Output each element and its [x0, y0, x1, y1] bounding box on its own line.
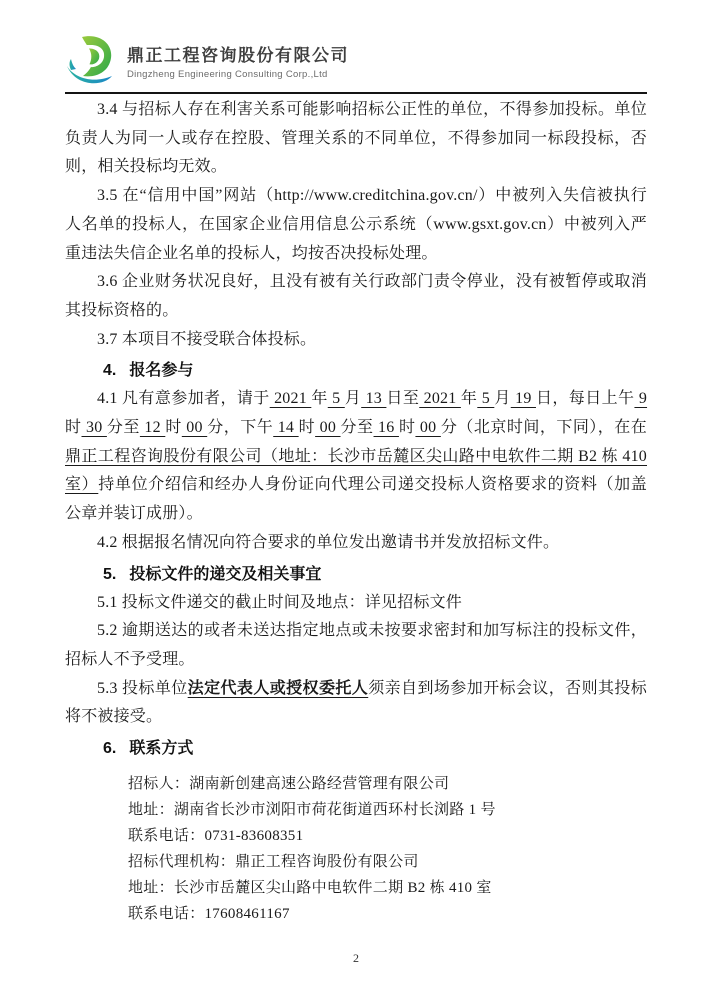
- contact-line-agency-address: 地址：长沙市岳麓区尖山路中电软件二期 B2 栋 410 室: [128, 880, 492, 897]
- contact-info: [65, 771, 647, 927]
- company-logo-icon: [65, 35, 117, 85]
- contact-line-tenderer-phone: 联系电话：0731-83608351: [128, 828, 304, 845]
- letterhead-titles: [127, 41, 349, 80]
- page-number: 2: [353, 951, 359, 965]
- section-4-number: 4.: [103, 362, 117, 380]
- clause-3-6: 3.6 企业财务状况良好，且没有被有关行政部门责令停业，没有被暂停或取消其投标资格的。: [65, 273, 647, 319]
- clause-3-7: 3.7 本项目不接受联合体投标。: [97, 330, 317, 348]
- section-6-number: 6.: [103, 740, 117, 758]
- contact-line-agency-phone: 联系电话：17608461167: [128, 906, 290, 923]
- section-5-heading: [65, 561, 647, 589]
- section-6-heading: [65, 735, 647, 763]
- clause-5-1: 5.1 投标文件递交的截止时间及地点：详见招标文件: [97, 593, 463, 611]
- section-4-heading: [65, 357, 647, 385]
- section-4-title: 报名参与: [129, 362, 194, 380]
- document-body: [65, 96, 647, 927]
- section-5-number: 5.: [103, 565, 117, 583]
- contact-line-tenderer-address: 地址：湖南省长沙市浏阳市荷花街道西环村长浏路 1 号: [128, 802, 496, 819]
- clause-3-4: 3.4 与招标人存在利害关系可能影响招标公正性的单位，不得参加投标。单位负责人为同一人或存在控股、管理关系的不同单位，不得参加同一标段投标，否则，相关投标均无效。: [65, 101, 647, 176]
- contact-line-agency: 招标代理机构：鼎正工程咨询股份有限公司: [128, 854, 419, 871]
- contact-line-tenderer: 招标人：湖南新创建高速公路经营管理有限公司: [128, 776, 450, 793]
- clause-4-1: 4.1 凡有意参加者，请于 2021 年 5 月 13 日至 2021 年 5 月 19 日，每日上午 9 时 30 分至 12 时 00 分，下午 14 时 00 分至 16 时 00 分（北京时间，下同），在在 鼎正工程咨询股份有限公司（地址：长沙市岳麓区尖山路中电软件二期 B2 栋 410 室）持单位介绍信和经办人身份证向代理公司递交投标人资格要求的资料（加盖公章并装订成册）。: [65, 390, 648, 523]
- section-5-title: 投标文件的递交及相关事宜: [129, 565, 322, 583]
- section-6-title: 联系方式: [129, 740, 194, 758]
- company-name-en: Dingzheng Engineering Consulting Corp.,Ltd: [127, 68, 328, 80]
- company-name-cn: 鼎正工程咨询股份有限公司: [127, 45, 349, 65]
- clause-5-3: 5.3 投标单位法定代表人或授权委托人须亲自到场参加开标会议，否则其投标将不被接受。: [65, 679, 648, 726]
- letterhead: [65, 36, 647, 94]
- clause-4-2: 4.2 根据报名情况向符合要求的单位发出邀请书并发放招标文件。: [97, 533, 560, 551]
- clause-5-2: 5.2 逾期送达的或者未送达指定地点或未按要求密封和加写标注的投标文件，招标人不予受理。: [65, 622, 647, 668]
- clause-3-5: 3.5 在“信用中国”网站（http://www.creditchina.gov.cn/）中被列入失信被执行人名单的投标人，在国家企业信用信息公示系统（www.gsxt.gov.cn）中被列入严重违法失信企业名单的投标人，均按否决投标处理。: [65, 187, 647, 262]
